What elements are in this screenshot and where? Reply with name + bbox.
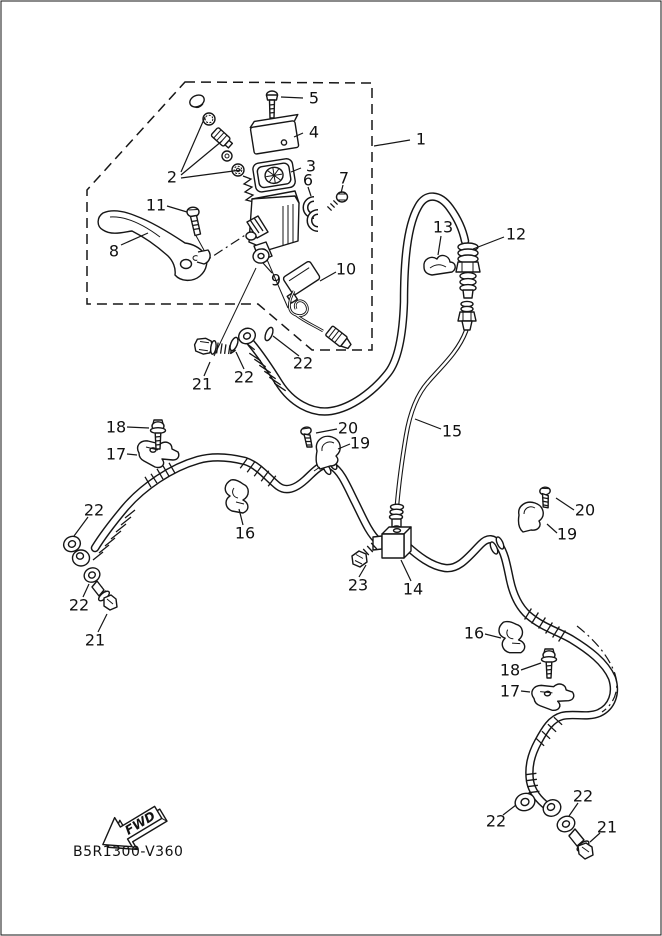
hose-clamp [225,480,248,513]
reservoir-cap [249,115,302,155]
hose-clamp [498,619,526,656]
callout-part-22[interactable] [74,501,104,536]
master-cylinder-body [246,191,299,261]
callout-number[interactable]: 1 [415,129,427,149]
callout-part-18[interactable] [106,418,149,437]
callout-part-14[interactable] [401,560,423,599]
callout-number[interactable]: 20 [337,418,359,438]
callout-part-12[interactable] [473,225,526,249]
callout-part-19[interactable] [547,524,577,544]
callout-number[interactable]: 22 [233,367,255,387]
hose-end-fitting [456,243,480,298]
callout-number[interactable]: 21 [191,374,213,394]
callout-part-16[interactable] [464,624,501,643]
leader-line [415,419,441,429]
sealing-washer [263,326,274,341]
leader-line [521,691,530,692]
banjo-bolt [92,581,117,610]
reservoir-diaphragm [252,158,296,193]
callout-number[interactable]: 21 [596,817,618,837]
callout-number[interactable]: 17 [499,681,521,701]
callout-part-18[interactable] [500,661,541,680]
leader-line [181,117,205,172]
callout-part-17[interactable] [500,682,530,701]
callout-number[interactable]: 20 [574,500,596,520]
callout-part-21[interactable] [85,614,107,650]
callout-number[interactable]: 4 [308,122,320,142]
callout-part-16[interactable] [235,509,255,543]
diagram-code: B5R1300-V360 [73,844,184,860]
callout-number[interactable]: 9 [270,270,282,290]
callout-number[interactable]: 18 [499,660,521,680]
callout-number[interactable]: 22 [485,811,507,831]
leader-line [127,427,149,428]
callout-part-9[interactable] [263,263,281,290]
callout-part-10[interactable] [320,260,356,281]
leader-line [98,614,107,632]
leader-line [181,170,241,178]
pipe-union-bolt [458,301,476,330]
callout-number[interactable]: 12 [505,224,527,244]
callout-number[interactable]: 7 [338,168,350,188]
callout-part-13[interactable] [433,218,453,255]
piston-spring [243,176,254,202]
leader-line [316,429,337,433]
sealing-washer [228,336,239,351]
callout-number[interactable]: 22 [292,353,314,373]
clamp-bolt [327,192,347,211]
reservoir-cap-screw [267,91,278,118]
brake-pipe [397,331,466,505]
callout-number[interactable]: 16 [463,623,485,643]
leader-line [320,272,336,281]
callout-number[interactable]: 19 [556,524,578,544]
leader-line [121,233,148,245]
callout-part-11[interactable] [146,196,187,215]
leader-line [485,634,501,638]
hose-holder [518,502,543,532]
holder-screw [300,426,312,447]
callout-part-5[interactable] [281,89,319,108]
callout-part-23[interactable] [348,565,368,595]
leader-line [374,140,410,146]
callout-number[interactable]: 22 [83,500,105,520]
handlebar-clamp [306,199,319,229]
callout-part-7[interactable] [339,169,349,193]
callout-part-22[interactable] [486,805,516,831]
fwd-label: FWD [122,807,158,838]
banjo-bolt [569,829,593,859]
callout-number[interactable]: 6 [302,170,314,190]
callout-number[interactable]: 22 [68,595,90,615]
callout-number[interactable]: 21 [84,630,106,650]
callout-part-1[interactable] [374,130,426,149]
callout-part-21[interactable] [590,818,617,842]
callout-number[interactable]: 15 [441,421,463,441]
callout-number[interactable]: 14 [402,579,424,599]
callout-part-6[interactable] [303,171,313,196]
lever-pivot-bolt [187,207,201,235]
leader-line [556,498,574,510]
callout-part-22[interactable] [69,584,89,615]
leader-line [401,560,411,581]
hose-clip [424,255,455,275]
leader-line [236,352,244,369]
leader-line [167,206,187,212]
leader-line [473,237,504,249]
callout-part-17[interactable] [106,445,137,464]
callout-number[interactable]: 13 [432,217,454,237]
callout-number[interactable]: 16 [234,523,256,543]
callout-number[interactable]: 17 [105,444,127,464]
callout-part-22[interactable] [234,352,254,387]
hose-bracket [531,681,575,713]
callout-number[interactable]: 5 [308,88,320,108]
callout-number[interactable]: 19 [349,433,371,453]
callout-part-21[interactable] [192,362,212,394]
callout-number[interactable]: 10 [335,259,357,279]
callout-number[interactable]: 11 [145,195,167,215]
callout-number[interactable]: 23 [347,575,369,595]
callout-number[interactable]: 22 [572,786,594,806]
callout-part-20[interactable] [556,498,595,520]
callout-part-22[interactable] [569,787,593,816]
leader-line [74,517,88,536]
leader-line [438,236,441,255]
sealing-washer [82,565,102,584]
pipe-joint [373,527,411,558]
leader-line [127,454,137,455]
switch-connector [325,326,353,351]
callout-number[interactable]: 8 [108,241,120,261]
leader-line [521,663,541,670]
callout-part-15[interactable] [415,419,462,441]
leader-line [281,97,303,98]
leader-line [547,524,557,533]
callout-number[interactable]: 3 [305,156,317,176]
callout-number[interactable]: 2 [166,167,178,187]
bracket-bolt [542,649,557,678]
callout-part-22[interactable] [273,336,313,373]
pipe-end-fitting [390,504,404,530]
callout-number[interactable]: 18 [105,417,127,437]
piston-repair-kit [188,93,254,202]
